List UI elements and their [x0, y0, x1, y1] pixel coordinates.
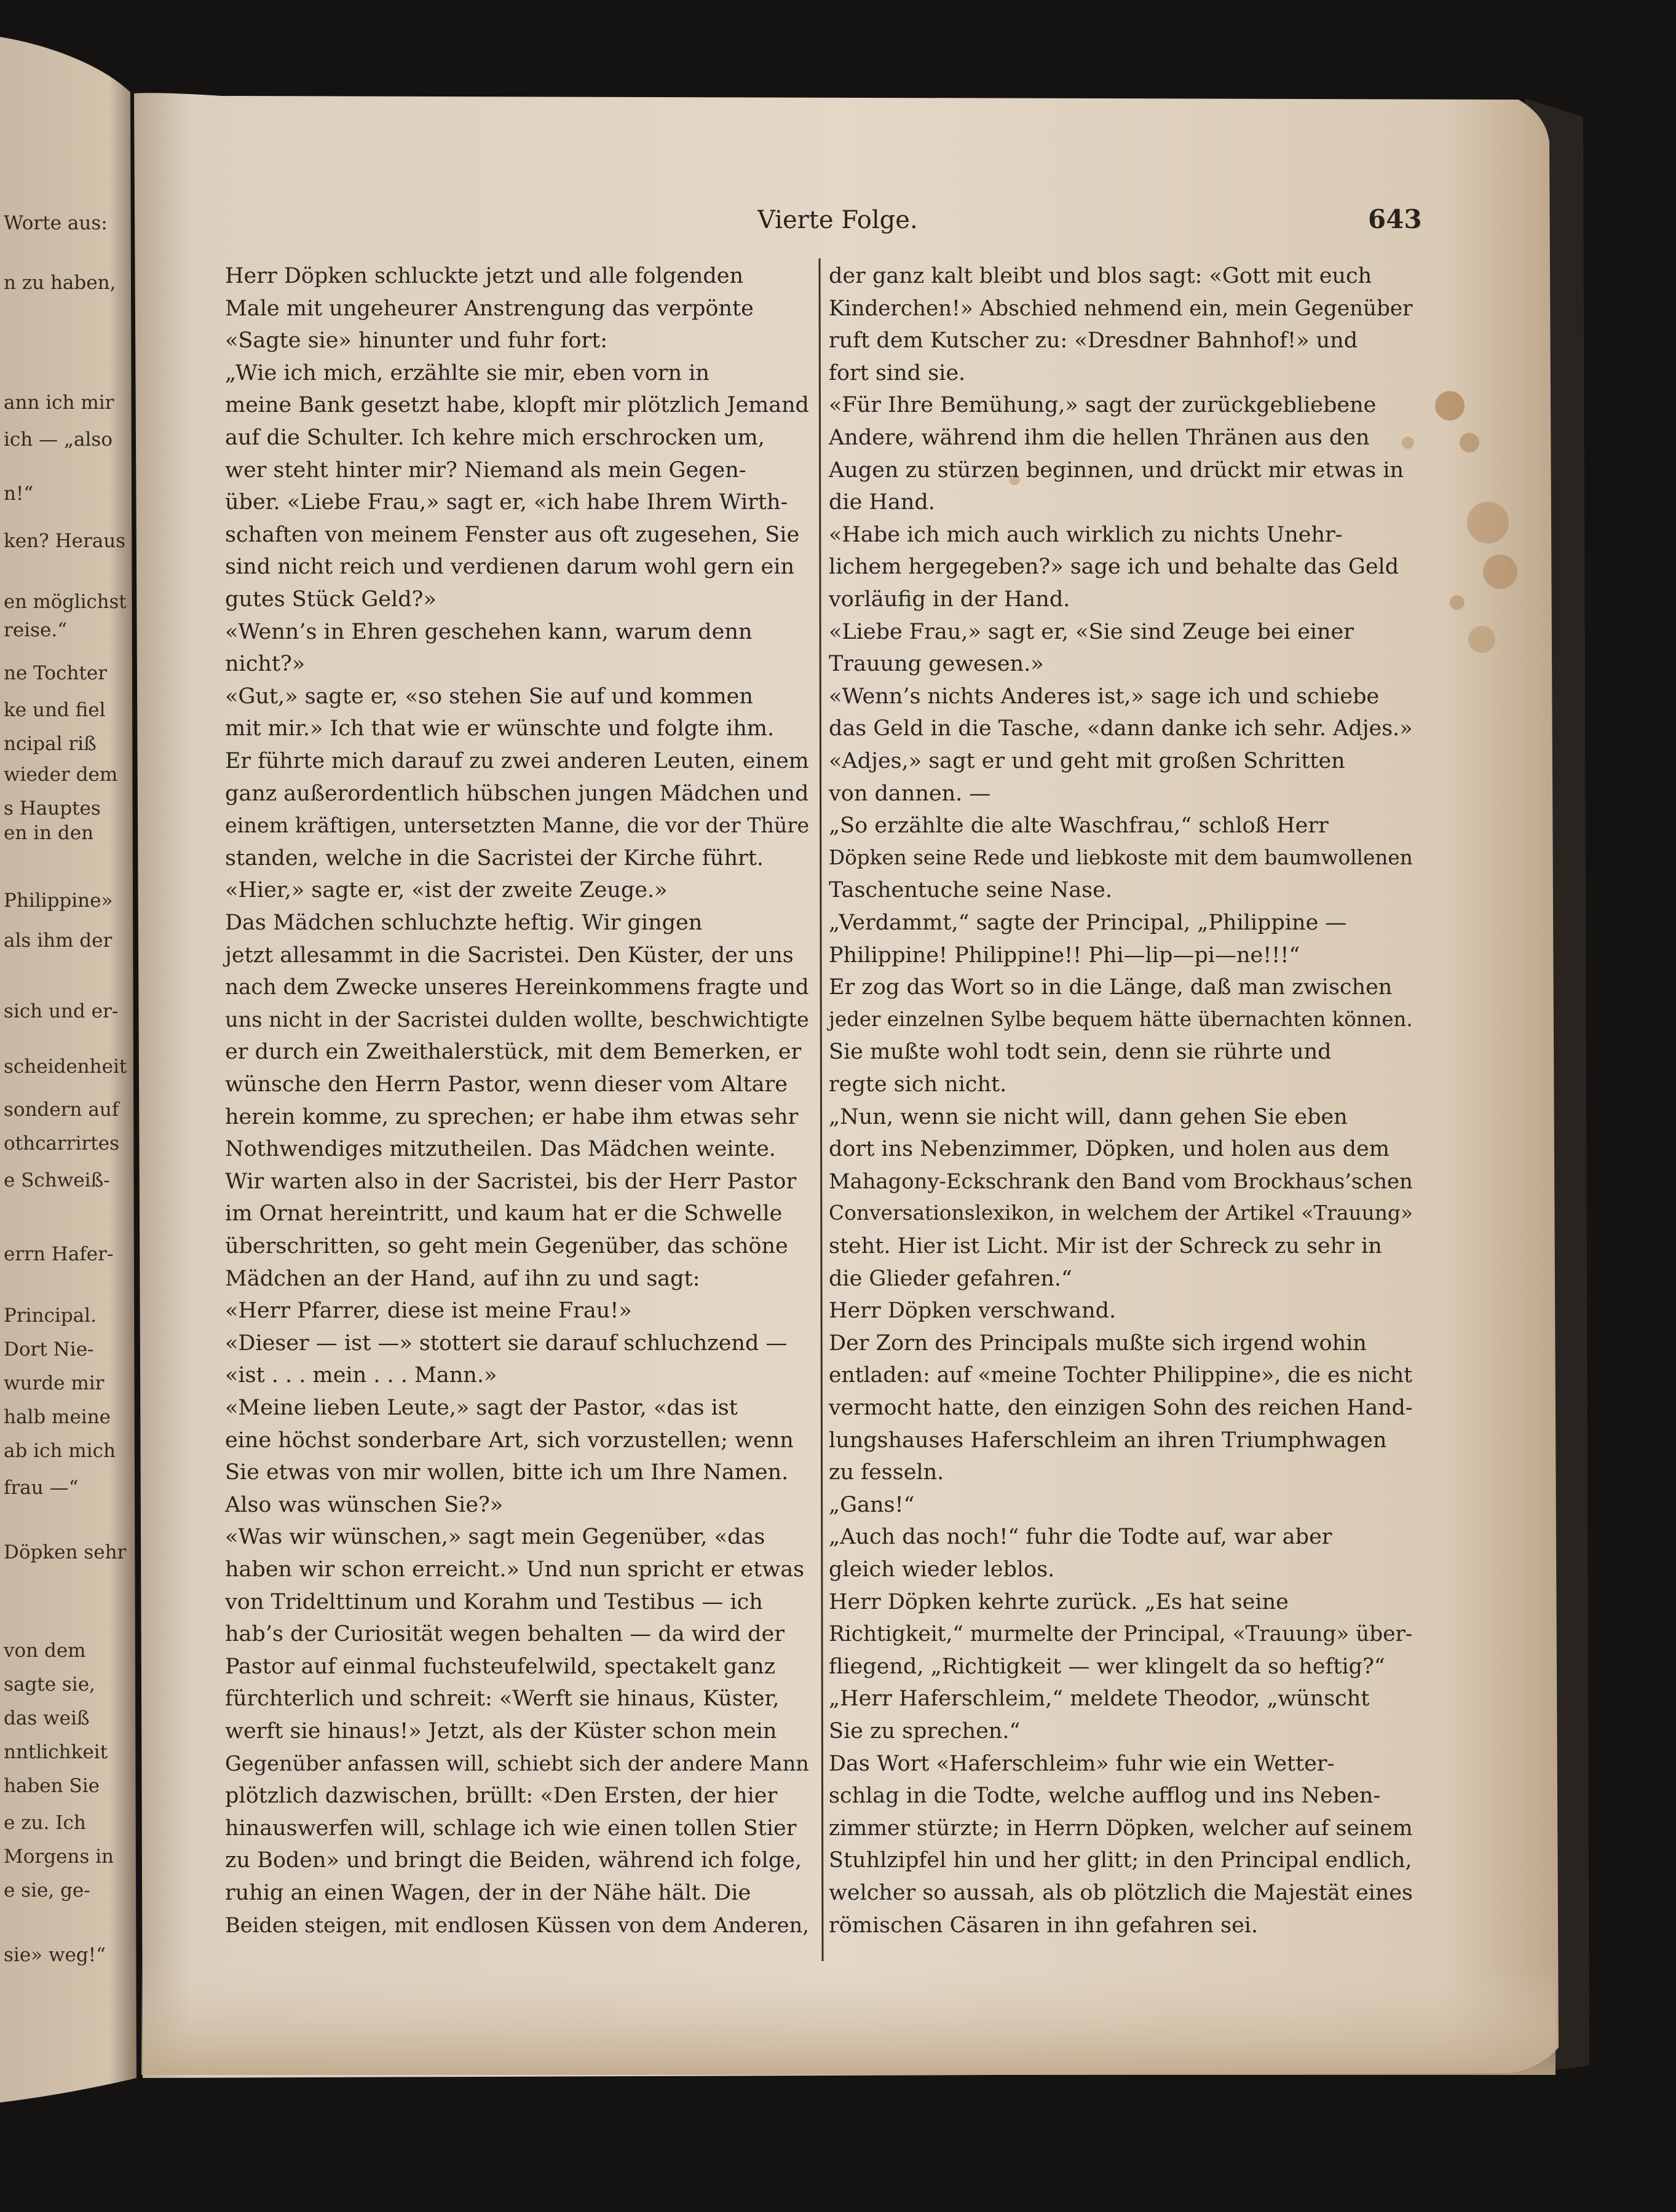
text-line-right: „Auch das noch!“ fuhr die Todte auf, war aber — [829, 1525, 1332, 1550]
left-page-fragment: ann ich mir — [4, 392, 114, 414]
text-line-left: nicht?» — [225, 652, 306, 677]
text-line-left: «ist . . . mein . . . Mann.» — [225, 1363, 497, 1388]
text-line-left: „Wie ich mich, erzählte sie mir, eben vorn in — [225, 360, 710, 385]
left-page-fragment: Philippine» — [4, 890, 113, 912]
left-page-fragment: scheidenheit — [4, 1056, 127, 1078]
text-line-right: römischen Cäsaren in ihn gefahren sei. — [829, 1913, 1259, 1938]
text-line-right: dort ins Nebenzimmer, Döpken, und holen aus dem — [829, 1137, 1389, 1162]
text-line-left: Mädchen an der Hand, auf ihn zu und sagt: — [225, 1266, 700, 1291]
text-line-left: «Wenn’s in Ehren geschehen kann, warum denn — [225, 619, 753, 644]
left-page-fragment: als ihm der — [4, 930, 113, 952]
text-line-right: schlag in die Todte, welche aufflog und ins Neben- — [829, 1783, 1381, 1809]
text-line-right: lungshauses Haferschleim an ihren Triumphwagen — [829, 1428, 1387, 1453]
text-line-right: gleich wieder leblos. — [829, 1557, 1055, 1582]
text-line-right: steht. Hier ist Licht. Mir ist der Schreck zu sehr in — [829, 1234, 1382, 1258]
text-line-right: jeder einzelnen Sylbe bequem hätte übernachten können. — [829, 1007, 1413, 1031]
text-line-right: Der Zorn des Principals mußte sich irgend wohin — [829, 1330, 1367, 1356]
text-line-right: fliegend, „Richtigkeit — wer klingelt da so heftig?“ — [829, 1654, 1385, 1679]
text-line-right: Conversationslexikon, in welchem der Artikel «Trauung» — [829, 1201, 1413, 1225]
left-page-fragment: haben Sie — [4, 1775, 100, 1797]
left-page-fragment: sondern auf — [4, 1099, 119, 1121]
text-line-left: er durch ein Zweithalerstück, mit dem Bemerken, er — [225, 1040, 802, 1065]
text-line-left: wer steht hinter mir? Niemand als mein Gegen- — [225, 457, 746, 483]
text-line-left: zu Boden» und bringt die Beiden, während ich folge, — [225, 1848, 802, 1873]
text-line-left: Pastor auf einmal fuchsteufelwild, spectakelt ganz — [225, 1654, 776, 1679]
text-line-left: ruhig an einen Wagen, der in der Nähe hält. Die — [225, 1881, 751, 1905]
text-line-right: Sie mußte wohl todt sein, denn sie rührte und — [829, 1040, 1332, 1065]
text-line-left: «Gut,» sagte er, «so stehen Sie auf und kommen — [225, 684, 753, 709]
text-line-right: „So erzählte die alte Waschfrau,“ schloß Herr — [829, 813, 1329, 839]
text-line-left: mit mir.» Ich that wie er wünschte und folgte ihm. — [225, 716, 775, 741]
text-line-right: „Herr Haferschleim,“ meldete Theodor, „wünscht — [829, 1686, 1370, 1712]
text-line-right: «Für Ihre Bemühung,» sagt der zurückgebliebene — [829, 393, 1377, 418]
left-page-fragment: ncipal riß — [4, 733, 97, 755]
left-page-fragment: nntlichkeit — [4, 1741, 108, 1763]
text-line-right: der ganz kalt bleibt und blos sagt: «Gott mit euch — [829, 264, 1372, 288]
text-line-right: welcher so aussah, als ob plötzlich die Majestät eines — [829, 1881, 1413, 1905]
text-line-left: wünsche den Herrn Pastor, wenn dieser vom Altare — [225, 1072, 788, 1097]
text-line-left: Sie etwas von mir wollen, bitte ich um Ihre Namen. — [225, 1460, 789, 1485]
text-line-left: Wir warten also in der Sacristei, bis der Herr Pastor — [225, 1169, 797, 1194]
text-line-left: sind nicht reich und verdienen darum wohl gern ein — [225, 555, 794, 580]
text-line-left: nach dem Zwecke unseres Hereinkommens fragte und — [225, 975, 809, 1000]
left-page-fragment: en in den — [4, 822, 94, 844]
text-line-left: jetzt allesammt in die Sacristei. Den Küster, der uns — [225, 942, 794, 968]
text-line-left: von Tridelttinum und Korahm und Testibus — ich — [225, 1589, 763, 1614]
left-page-fragment: wurde mir — [4, 1372, 105, 1394]
text-line-left: «Meine lieben Leute,» sagt der Pastor, «das ist — [225, 1396, 738, 1420]
text-line-right: entladen: auf «meine Tochter Philippine», die es nicht — [829, 1363, 1413, 1388]
text-line-left: plötzlich dazwischen, brüllt: «Den Ersten, der hier — [225, 1783, 778, 1809]
text-line-right: Mahagony-Eckschrank den Band vom Brockhaus’schen — [829, 1169, 1413, 1193]
left-page-fragment: reise.“ — [4, 619, 68, 641]
text-line-right: ruft dem Kutscher zu: «Dresdner Bahnhof!» und — [829, 328, 1358, 354]
left-page-fragment: othcarrirtes — [4, 1132, 120, 1155]
text-line-right: «Habe ich mich auch wirklich zu nichts Unehr- — [829, 522, 1343, 547]
left-page-fragment: e sie, ge- — [4, 1879, 90, 1902]
left-page-fragment: Morgens in — [4, 1846, 114, 1868]
text-line-left: über. «Liebe Frau,» sagt er, «ich habe Ihrem Wirth- — [225, 490, 788, 515]
text-line-left: hinauswerfen will, schlage ich wie einen tollen Stier — [225, 1815, 797, 1841]
text-line-right: Trauung gewesen.» — [829, 652, 1044, 677]
left-page-fragment: en möglichst — [4, 591, 127, 613]
text-line-left: «Sagte sie» hinunter und fuhr fort: — [225, 328, 608, 354]
text-line-right: die Hand. — [829, 490, 935, 515]
left-page-fragment: ich — „also — [4, 429, 113, 451]
text-line-left: standen, welche in die Sacristei der Kirche führt. — [225, 845, 764, 871]
left-page-fragment: sagte sie, — [4, 1673, 95, 1696]
text-line-right: Herr Döpken verschwand. — [829, 1298, 1117, 1324]
text-line-right: regte sich nicht. — [829, 1072, 1007, 1097]
text-line-right: zu fesseln. — [829, 1460, 944, 1485]
left-page-fragment: halb meine — [4, 1406, 111, 1428]
text-line-left: «Herr Pfarrer, diese ist meine Frau!» — [225, 1298, 632, 1324]
left-page-fragment: Principal. — [4, 1305, 97, 1327]
text-line-right: Das Wort «Haferschleim» fuhr wie ein Wetter- — [829, 1751, 1335, 1776]
text-line-left: «Hier,» sagte er, «ist der zweite Zeuge.» — [225, 878, 668, 903]
text-line-right: Taschentuche seine Nase. — [829, 878, 1112, 903]
left-page-fragment: sich und er- — [4, 1000, 119, 1022]
left-page-fragment: von dem — [4, 1640, 86, 1662]
text-line-left: auf die Schulter. Ich kehre mich erschrocken um, — [225, 425, 765, 450]
left-page-fragment: ab ich mich — [4, 1440, 116, 1462]
text-line-right: Stuhlzipfel hin und her glitt; in den Principal endlich, — [829, 1848, 1412, 1873]
text-line-left: Gegenüber anfassen will, schiebt sich der andere Mann — [225, 1751, 809, 1776]
text-line-left: fürchterlich und schreit: «Werft sie hinaus, Küster, — [225, 1686, 780, 1712]
left-page-fragment: s Hauptes — [4, 797, 101, 820]
text-line-right: Kinderchen!» Abschied nehmend ein, mein Gegenüber — [829, 296, 1413, 321]
left-page-fragment: ne Tochter — [4, 662, 108, 684]
text-line-left: Nothwendiges mitzutheilen. Das Mädchen weinte. — [225, 1137, 776, 1162]
text-line-left: herein komme, zu sprechen; er habe ihm etwas sehr — [225, 1104, 799, 1129]
page-number: 643 — [1368, 204, 1422, 234]
running-head: Vierte Folge. — [757, 206, 918, 234]
text-line-right: das Geld in die Tasche, «dann danke ich sehr. Adjes.» — [829, 716, 1413, 741]
text-line-right: Augen zu stürzen beginnen, und drückt mir etwas in — [829, 457, 1404, 483]
left-page-fragment: Dort Nie- — [4, 1338, 94, 1361]
text-line-left: Das Mädchen schluchzte heftig. Wir gingen — [225, 910, 703, 935]
text-line-right: „Verdammt,“ sagte der Principal, „Philippine — — [829, 910, 1347, 935]
text-line-left: ganz außerordentlich hübschen jungen Mädchen und — [225, 781, 809, 806]
text-line-right: Er zog das Wort so in die Länge, daß man zwischen — [829, 975, 1393, 1000]
text-line-left: Also was wünschen Sie?» — [225, 1492, 504, 1517]
text-line-left: meine Bank gesetzt habe, klopft mir plötzlich Jemand — [225, 393, 809, 418]
text-line-right: vermocht hatte, den einzigen Sohn des reichen Hand- — [829, 1396, 1413, 1420]
text-line-right: «Wenn’s nichts Anderes ist,» sage ich und schiebe — [829, 684, 1380, 709]
left-page-fragment: n zu haben, — [4, 272, 116, 294]
left-page-fragment: n!“ — [4, 483, 34, 505]
text-line-right: Andere, während ihm die hellen Thränen aus den — [829, 425, 1370, 450]
text-line-right: Philippine! Philippine!! Phi—lip—pi—ne!!!“ — [829, 942, 1300, 968]
left-page-fragment: e Schweiß- — [4, 1169, 110, 1191]
text-line-left: Beiden steigen, mit endlosen Küssen von dem Anderen, — [225, 1913, 809, 1937]
left-page-fragment: wieder dem — [4, 764, 118, 786]
text-line-right: Richtigkeit,“ murmelte der Principal, «Trauung» über- — [829, 1622, 1413, 1647]
text-line-right: zimmer stürzte; in Herrn Döpken, welcher auf seinem — [829, 1815, 1413, 1841]
text-line-left: eine höchst sonderbare Art, sich vorzustellen; wenn — [225, 1428, 794, 1453]
text-line-left: gutes Stück Geld?» — [225, 587, 437, 612]
text-line-right: die Glieder gefahren.“ — [829, 1266, 1072, 1291]
text-line-right: von dannen. — — [829, 781, 991, 806]
text-line-right: Sie zu sprechen.“ — [829, 1719, 1021, 1744]
text-line-right: „Nun, wenn sie nicht will, dann gehen Sie eben — [829, 1104, 1348, 1129]
text-line-left: haben wir schon erreicht.» Und nun spricht er etwas — [225, 1557, 805, 1582]
text-line-left: Er führte mich darauf zu zwei anderen Leuten, einem — [225, 749, 809, 773]
text-line-left: «Was wir wünschen,» sagt mein Gegenüber, «das — [225, 1525, 765, 1550]
text-line-right: «Adjes,» sagt er und geht mit großen Schritten — [829, 749, 1345, 773]
left-page-fragment: Worte aus: — [4, 212, 108, 234]
text-line-left: werft sie hinaus!» Jetzt, als der Küster schon mein — [225, 1719, 777, 1744]
text-line-left: im Ornat hereintritt, und kaum hat er die Schwelle — [225, 1201, 783, 1226]
text-line-right: lichem hergegeben?» sage ich und behalte das Geld — [829, 555, 1399, 580]
text-line-left: überschritten, so geht mein Gegenüber, das schöne — [225, 1234, 788, 1258]
left-page-fragment: das weiß — [4, 1707, 90, 1729]
left-page-fragment: ken? Heraus — [4, 530, 126, 552]
text-line-left: Herr Döpken schluckte jetzt und alle folgenden — [225, 264, 744, 288]
text-line-right: «Liebe Frau,» sagt er, «Sie sind Zeuge bei einer — [829, 619, 1354, 644]
text-line-right: „Gans!“ — [829, 1492, 915, 1517]
text-line-left: «Dieser — ist —» stottert sie darauf schluchzend — — [225, 1330, 788, 1356]
text-line-left: Male mit ungeheurer Anstrengung das verpönte — [225, 296, 754, 321]
left-page-fragment: Döpken sehr — [4, 1541, 127, 1563]
text-line-left: hab’s der Curiosität wegen behalten — da wird der — [225, 1622, 785, 1647]
left-page-fragment: ke und fiel — [4, 699, 106, 721]
text-line-left: schaften von meinem Fenster aus oft zugesehen, Sie — [225, 522, 800, 547]
left-page-fragment: e zu. Ich — [4, 1812, 86, 1834]
text-line-right: Herr Döpken kehrte zurück. „Es hat seine — [829, 1589, 1289, 1614]
text-line-right: vorläufig in der Hand. — [829, 587, 1070, 612]
text-line-left: uns nicht in der Sacristei dulden wollte, beschwichtigte — [225, 1007, 809, 1032]
text-line-right: fort sind sie. — [829, 360, 966, 385]
left-page-fragment: errn Hafer- — [4, 1243, 114, 1265]
text-line-right: Döpken seine Rede und liebkoste mit dem baumwollenen — [829, 845, 1413, 869]
left-page-fragment: frau —“ — [4, 1477, 79, 1499]
left-page-fragment: sie» weg!“ — [4, 1944, 106, 1966]
text-line-left: einem kräftigen, untersetzten Manne, die vor der Thüre — [225, 813, 810, 838]
